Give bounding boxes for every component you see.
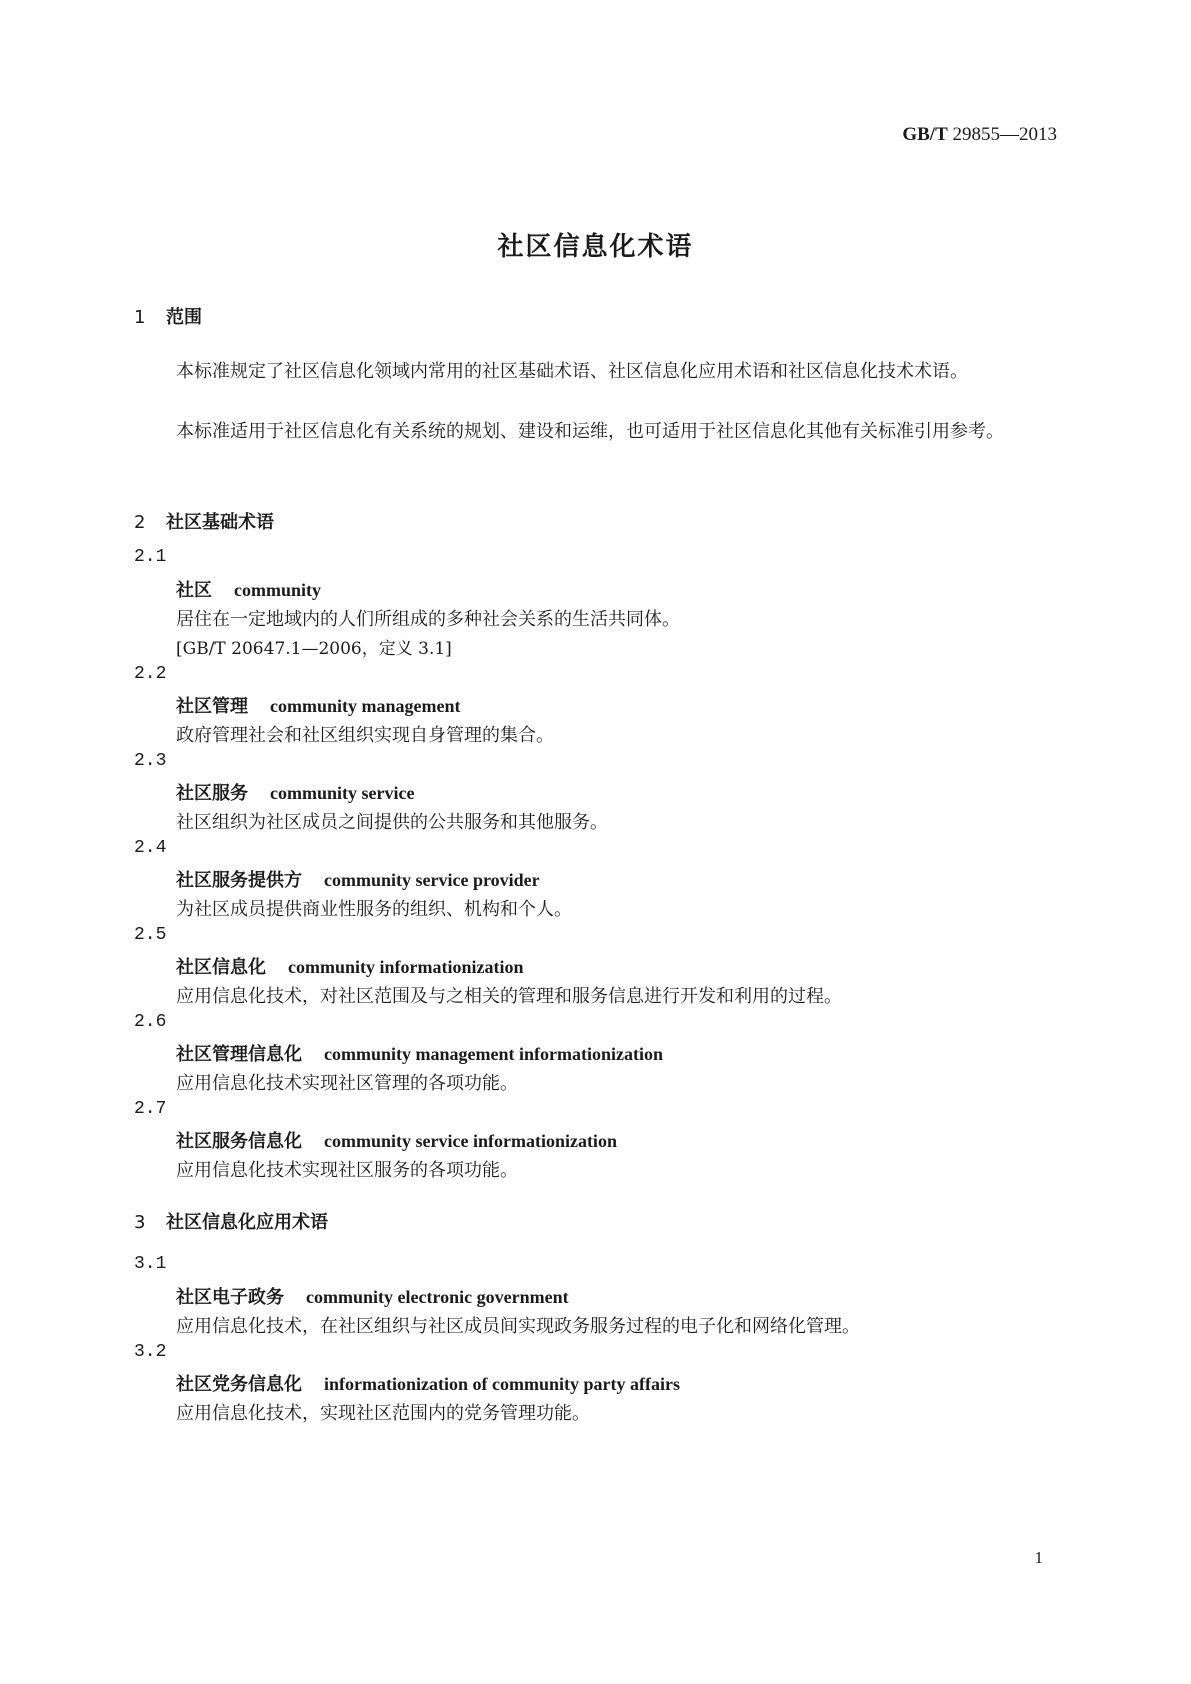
page-title: 社区信息化术语 — [497, 232, 694, 262]
term-chinese: 社区服务 — [176, 783, 248, 804]
term-definition: 社区组织为社区成员之间提供的公共服务和其他服务。 — [176, 812, 608, 833]
page-number: 1 — [1034, 1548, 1043, 1567]
term-entry — [176, 692, 460, 718]
term-number: 2.4 — [134, 838, 167, 858]
section-number: 3 — [134, 1212, 146, 1233]
term-definition: 政府管理社会和社区组织实现自身管理的集合。 — [176, 725, 554, 746]
term-chinese: 社区电子政务 — [176, 1287, 284, 1308]
section-title: 范围 — [166, 307, 202, 328]
term-entry — [176, 1040, 663, 1066]
standard-number: 29855—2013 — [952, 124, 1057, 145]
term-chinese: 社区管理信息化 — [176, 1044, 302, 1065]
section-heading — [134, 303, 202, 329]
term-english: community — [234, 580, 321, 600]
term-number: 2.7 — [134, 1099, 167, 1119]
term-definition: 应用信息化技术，在社区组织与社区成员间实现政务服务过程的电子化和网络化管理。 — [176, 1316, 860, 1337]
term-entry — [176, 1283, 569, 1309]
term-number: 2.6 — [134, 1012, 167, 1032]
term-entry — [176, 953, 524, 979]
term-entry — [176, 779, 414, 805]
term-english: community informationization — [288, 957, 524, 977]
section-heading — [134, 508, 274, 534]
section-title: 社区信息化应用术语 — [166, 1212, 328, 1233]
term-entry — [176, 1127, 617, 1153]
term-english: community service provider — [324, 870, 540, 890]
paragraph: 本标准适用于社区信息化有关系统的规划、建设和运维，也可适用于社区信息化其他有关标准引用参考。 — [176, 421, 1004, 442]
term-definition: 居住在一定地域内的人们所组成的多种社会关系的生活共同体。 — [176, 609, 680, 630]
paragraph: 本标准规定了社区信息化领域内常用的社区基础术语、社区信息化应用术语和社区信息化技术术语。 — [176, 361, 968, 382]
term-number: 2.5 — [134, 925, 167, 945]
term-english: community service — [270, 783, 415, 803]
standard-code: GB/T — [902, 124, 948, 145]
term-source: [GB/T 20647.1—2006，定义 3.1] — [176, 639, 452, 659]
term-chinese: 社区服务信息化 — [176, 1131, 302, 1152]
term-entry — [176, 576, 321, 602]
term-definition: 应用信息化技术实现社区服务的各项功能。 — [176, 1160, 518, 1181]
term-number: 3.1 — [134, 1254, 167, 1274]
term-entry — [176, 866, 540, 892]
term-number: 2.3 — [134, 751, 167, 771]
section-number: 1 — [134, 307, 146, 328]
term-english: community management informationization — [324, 1044, 663, 1064]
term-number: 2.1 — [134, 547, 167, 567]
term-definition: 应用信息化技术实现社区管理的各项功能。 — [176, 1073, 518, 1094]
section-title: 社区基础术语 — [166, 512, 274, 533]
standard-identifier — [902, 124, 1057, 146]
term-chinese: 社区信息化 — [176, 957, 266, 978]
term-english: community service informationization — [324, 1131, 617, 1151]
term-definition: 应用信息化技术，实现社区范围内的党务管理功能。 — [176, 1403, 590, 1424]
term-english: informationization of community party affairs — [324, 1374, 680, 1394]
term-number: 2.2 — [134, 664, 167, 684]
term-chinese: 社区党务信息化 — [176, 1374, 302, 1395]
term-chinese: 社区 — [176, 580, 212, 601]
term-definition: 为社区成员提供商业性服务的组织、机构和个人。 — [176, 899, 572, 920]
term-definition: 应用信息化技术，对社区范围及与之相关的管理和服务信息进行开发和利用的过程。 — [176, 986, 842, 1007]
term-chinese: 社区服务提供方 — [176, 870, 302, 891]
term-number: 3.2 — [134, 1342, 167, 1362]
term-chinese: 社区管理 — [176, 696, 248, 717]
term-english: community electronic government — [306, 1287, 569, 1307]
term-entry — [176, 1370, 680, 1396]
term-english: community management — [270, 696, 461, 716]
section-number: 2 — [134, 512, 146, 533]
section-heading — [134, 1208, 328, 1234]
